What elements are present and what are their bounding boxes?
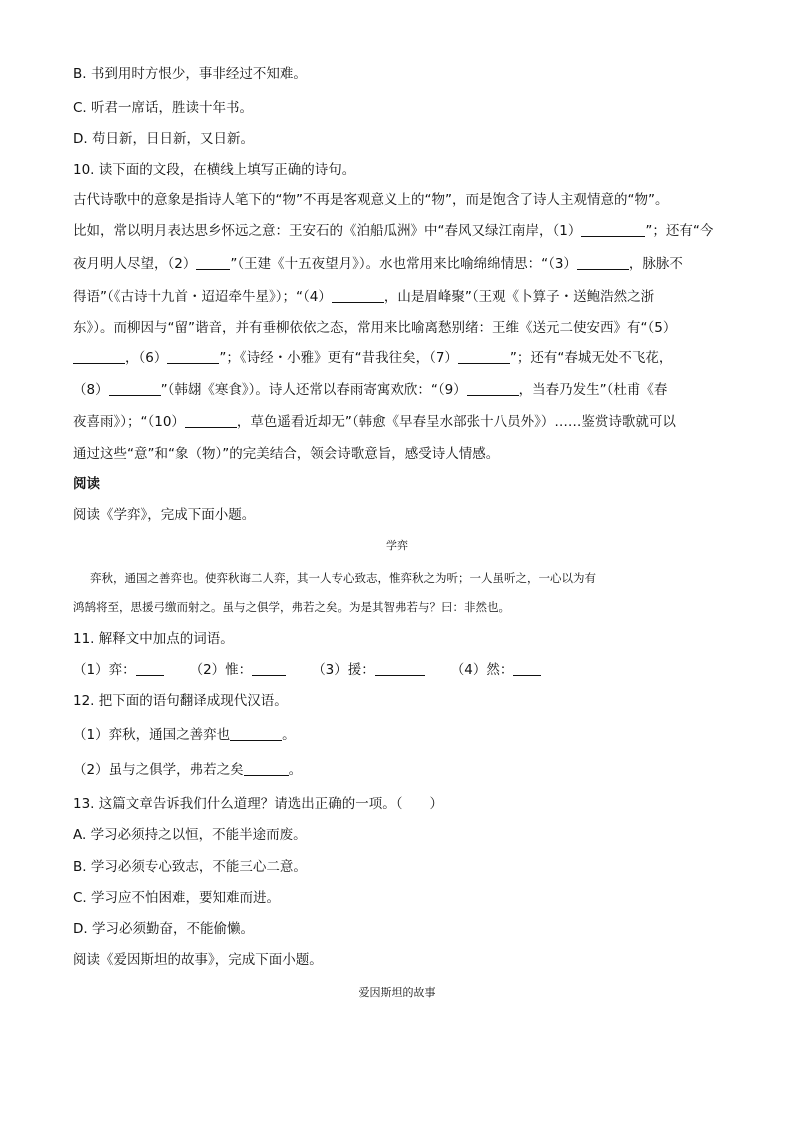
q12-text: （1）弈秋，通国之善弈也	[73, 727, 231, 743]
q13-option-c: C. 学习应不怕困难，要知难而进。	[73, 890, 281, 906]
blank-5	[73, 349, 125, 364]
blank-3	[577, 255, 629, 270]
q10-line-7	[73, 380, 733, 400]
q11-item-2: （2）惟：	[189, 662, 253, 678]
q10-text: ”；还有“春城无处不飞花，	[509, 350, 673, 366]
blank-10	[185, 413, 237, 428]
q12-prompt: 12. 把下面的语句翻译成现代汉语。	[73, 693, 288, 709]
section-heading: 阅读	[73, 476, 100, 492]
q13-option-a: A. 学习必须持之以恒，不能半途而废。	[73, 827, 307, 843]
q13-prompt: 13. 这篇文章告诉我们什么道理？请选出正确的一项。（ ）	[73, 796, 444, 812]
q12-blank-2	[244, 761, 289, 776]
q12-text: （2）虽与之俱学，弗若之矣	[73, 762, 244, 778]
q13-option-d: D. 学习必须勤奋，不能偷懒。	[73, 921, 254, 937]
passage1-line-2: 鸿鹄将至，思援弓缴而射之。虽与之俱学，弗若之矣。为是其智弗若与？曰：非然也。	[73, 600, 510, 614]
q11-blank-3	[375, 661, 425, 676]
q10-text: ”；还有“今	[645, 223, 714, 239]
q9-option-d: D. 苟日新，日日新，又日新。	[73, 131, 254, 147]
passage1-title: 学弈	[386, 539, 408, 552]
q9-option-b: B. 书到用时方恨少，事非经过不知难。	[73, 66, 307, 82]
q11-item-4: （4）然：	[450, 662, 514, 678]
blank-2	[196, 255, 230, 270]
q12-sentence-2	[73, 760, 733, 780]
q10-text: ”（韩翃《寒食》）。诗人还常以春雨寄寓欢欣：“（9）	[160, 382, 467, 398]
passage1-intro: 阅读《学弈》，完成下面小题。	[73, 507, 256, 523]
q11-item-3: （3）援：	[312, 662, 375, 678]
q13-option-b: B. 学习必须专心致志，不能三心二意。	[73, 859, 307, 875]
q10-text: ”（王建《十五夜望月》）。水也常用来比喻绵绵情思：“（3）	[230, 256, 577, 272]
q12-blank-1	[230, 726, 282, 741]
blank-1	[581, 222, 645, 237]
q10-text: ”；《诗经・小雅》更有“昔我往矣，（7）	[219, 350, 458, 366]
blank-6	[167, 349, 219, 364]
q10-line-8	[73, 412, 733, 432]
q10-text: 夜月明人尽望，（2）	[73, 256, 197, 272]
q9-option-c: C. 听君一席话，胜读十年书。	[73, 100, 254, 116]
q10-text: ，脉脉不	[628, 256, 683, 272]
blank-4	[332, 288, 384, 303]
q12-text: 。	[282, 727, 296, 743]
q10-text: ，当春乃发生”（杜甫《春	[518, 382, 668, 398]
q10-text: （8）	[73, 382, 109, 398]
passage2-intro: 阅读《爱因斯坦的故事》，完成下面小题。	[73, 952, 323, 968]
q10-line-1: 古代诗歌中的意象是指诗人笔下的“物”不再是客观意义上的“物”，而是饱含了诗人主观情意的“物”。	[73, 192, 669, 208]
blank-8	[109, 381, 161, 396]
q11-blank-4	[513, 661, 541, 676]
q11-prompt: 11. 解释文中加点的词语。	[73, 631, 234, 647]
q10-line-5: 东》）。而柳因与“留”谐音，并有垂柳依依之态，常用来比喻离愁别绪：王维《送元二使安西》有“（5）	[73, 320, 677, 336]
q10-line-4	[73, 287, 733, 307]
q11-blank-2	[252, 661, 286, 676]
blank-7	[458, 349, 510, 364]
q10-line-3	[73, 254, 733, 274]
q12-text: 。	[288, 762, 303, 778]
passage2-title: 爱因斯坦的故事	[358, 986, 436, 999]
q11-blank-1	[136, 661, 164, 676]
q10-text: 比如，常以明月表达思乡怀远之意：王安石的《泊船瓜洲》中“春风又绿江南岸，（1）	[73, 223, 582, 239]
passage1-line-1: 弈秋，通国之善弈也。使弈秋诲二人弈，其一人专心致志，惟弈秋之为听；一人虽听之，一心以为有	[90, 571, 596, 585]
q10-text: ，山是眉峰聚”（王观《卜算子・送鲍浩然之浙	[383, 289, 655, 305]
q10-line-2	[73, 221, 733, 241]
q10-line-6	[73, 348, 733, 368]
q12-sentence-1	[73, 725, 733, 745]
q10-prompt: 10. 读下面的文段，在横线上填写正确的诗句。	[73, 162, 356, 178]
q10-text: 得语”（《古诗十九首・迢迢牵牛星》）；“（4）	[73, 289, 332, 305]
q10-text: ，草色遥看近却无”（韩愈《早春呈水部张十八员外》）……鉴赏诗歌就可以	[236, 414, 676, 430]
q11-items	[73, 660, 733, 680]
q10-text: ，（6）	[125, 350, 168, 366]
blank-9	[467, 381, 519, 396]
q10-text: 夜喜雨》）；“（10）	[73, 414, 185, 430]
q11-item-1: （1）弈：	[73, 662, 136, 678]
q10-line-9: 通过这些“意”和“象（物）”的完美结合，领会诗歌意旨，感受诗人情感。	[73, 446, 500, 462]
